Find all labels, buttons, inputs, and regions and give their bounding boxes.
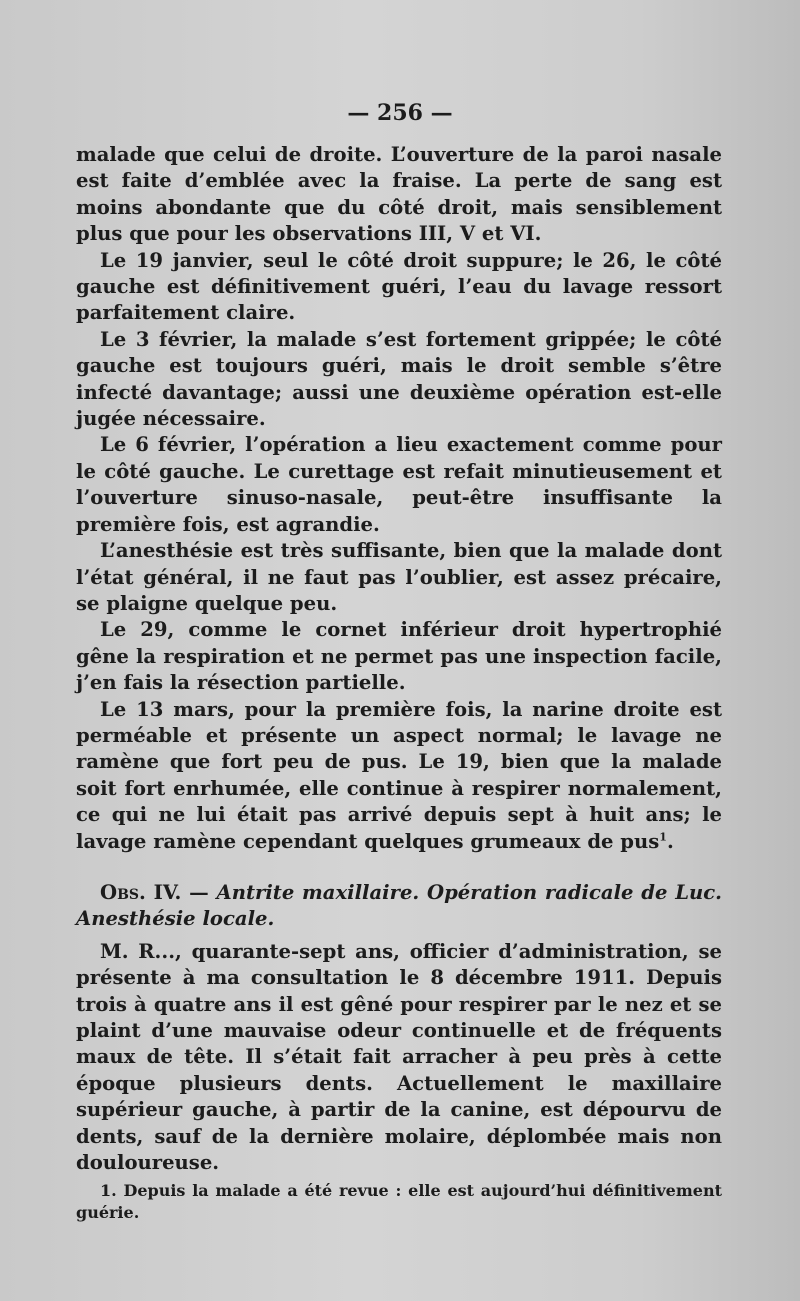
paragraph: Le 3 février, la malade s’est fortement grippée; le côté gauche est toujours guéri, mais le droit semble s’être infecté davantage; aussi une deuxième opération est-elle jugée nécessaire. bbox=[76, 327, 722, 431]
paragraph-text: Le 13 mars, pour la première fois, la narine droite est perméable et présente un aspect normal; le lavage ne ramène que fort peu de pus. Le 19, bien que la malade soit fort enrhumée, elle continue à respirer normalement, ce qui ne lui était pas arrivé depuis sept à huit ans; le lavage ramène cependant quelques grumeaux de pus bbox=[76, 697, 722, 853]
observation-title: Antrite maxillaire. Opération radicale de Luc. Anesthésie locale. bbox=[76, 881, 722, 931]
paragraph: malade que celui de droite. L’ouverture de la paroi nasale est faite d’emblée avec la fraise. La perte de sang est moins abondante que du côté droit, mais sensiblement plus que pour les observations III, V et VI. bbox=[76, 143, 722, 246]
page-number: — 256 — bbox=[347, 100, 453, 126]
observation-paragraph: M. R..., quarante-sept ans, officier d’administration, se présente à ma consultation le 8 décembre 1911. Depuis trois à quatre ans il est gêné pour respirer par le nez et se plaint d’une mauvaise odeur continuelle et de fréquents maux de tête. Il s’était fait arracher à peu près à cette époque plusieurs dents. Actuellement le maxillaire supérieur gauche, à partir de la canine, est dépourvu de dents, sauf de la dernière molaire, déplombée mais non douloureuse. bbox=[76, 939, 722, 1175]
observation-label: Obs. IV. bbox=[100, 881, 182, 904]
paragraph: Le 29, comme le cornet inférieur droit hypertrophié gêne la respiration et ne permet pas une inspection facile, j’en fais la résection partielle. bbox=[76, 618, 722, 695]
footnote-text: 1. Depuis la malade a été revue : elle est aujourd’hui définitivement guérie. bbox=[76, 1181, 722, 1222]
footnote-marker: 1 bbox=[659, 830, 667, 844]
paragraph: Le 6 février, l’opération a lieu exactement comme pour le côté gauche. Le curettage est refait minutieusement et l’ouverture sinuso-nasale, peut-être insuffisante la première fois, est agrandie. bbox=[76, 433, 722, 536]
observation-heading bbox=[76, 880, 722, 933]
observation-section bbox=[76, 880, 722, 1176]
observation-dash: — bbox=[181, 881, 217, 904]
main-text bbox=[76, 142, 722, 855]
paragraph-with-footnote: Le 13 mars, pour la première fois, la narine droite est perméable et présente un aspect normal; le lavage ne ramène que fort peu de pus. Le 19, bien que la malade soit fort enrhumée, elle continue à respirer normalement, ce qui ne lui était pas arrivé depuis sept à huit ans; le lavage ramène cependant quelques grumeaux de pus$^1$. bbox=[76, 697, 722, 853]
footnote bbox=[76, 1180, 722, 1224]
paragraph: L’anesthésie est très suffisante, bien que la malade dont l’état général, il ne faut pas l’oublier, est assez précaire, se plaigne quelque peu. bbox=[76, 539, 722, 615]
paragraph: Le 19 janvier, seul le côté droit suppure; le 26, le côté gauche est définitivement guéri, l’eau du lavage ressort parfaitement claire. bbox=[76, 248, 722, 325]
